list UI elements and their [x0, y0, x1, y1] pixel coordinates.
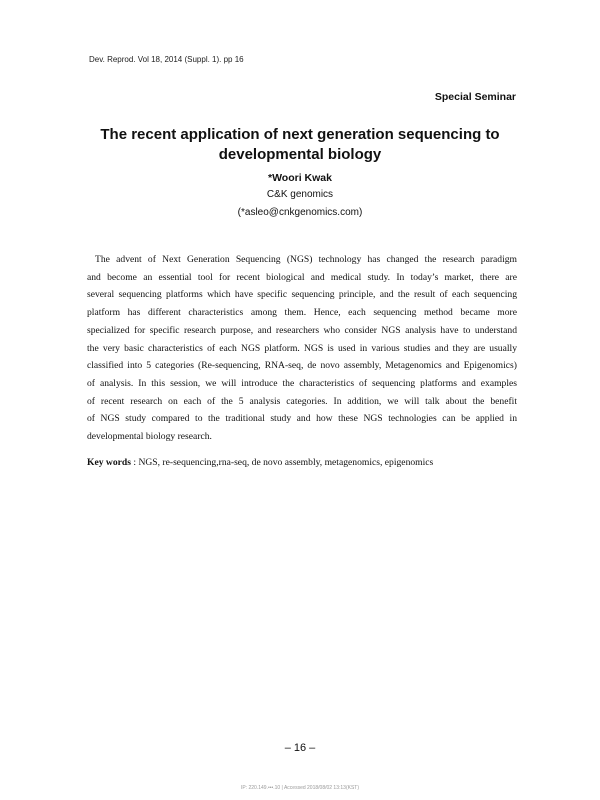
- abstract-line: and become an essential tool for recent biological and medical study. In today’s market, there are: [87, 271, 517, 283]
- section-label: Special Seminar: [434, 91, 516, 103]
- abstract-line: the very basic characteristics of each NGS platform. NGS is used in various studies and they are usually: [87, 342, 517, 354]
- author-affiliation: C&K genomics: [266, 189, 334, 200]
- abstract-line: classified into 5 categories (Re-sequencing, RNA-seq, de novo assembly, Metagenomics and Epigenomics): [87, 360, 517, 372]
- keywords-text: NGS, re-sequencing,rna-seq, de novo assembly, metagenomics, epigenomics: [138, 457, 434, 468]
- author-email: (*asleo@cnkgenomics.com): [237, 207, 363, 218]
- paper-title-line-1: The recent application of next generation sequencing to: [100, 126, 500, 143]
- abstract-line: platform has different characteristics among them. Hence, each sequencing method became more: [87, 307, 517, 319]
- paper-title: [60, 125, 540, 165]
- keywords-line: [87, 457, 433, 468]
- abstract-line: of analysis. In this session, we will introduce the characteristics of sequencing platforms and examples: [87, 377, 517, 389]
- running-head: Dev. Reprod. Vol 18, 2014 (Suppl. 1). pp 16: [89, 55, 244, 64]
- access-note: IP: 220.149.•••.10 | Accessed 2018/08/02 13:13(KST): [240, 785, 359, 791]
- keywords-label: Key words: [87, 457, 131, 468]
- abstract-line: of recent research on each of the 5 analysis categories. In addition, we will talk about the benefit: [87, 395, 517, 407]
- author-name: *Woori Kwak: [268, 172, 332, 184]
- paper-title-line-2: developmental biology: [218, 146, 382, 163]
- abstract-line: The advent of Next Generation Sequencing (NGS) technology has changed the research paradigm: [95, 254, 517, 265]
- page-number: – 16 –: [284, 742, 316, 754]
- keywords-separator: :: [130, 457, 139, 468]
- abstract-line: several sequencing platforms which have specific sequencing principle, and the result of each sequencing: [87, 289, 517, 301]
- abstract-line: specialized for specific research purpose, and researchers who consider NGS analysis have to understand: [87, 324, 517, 336]
- abstract-body: [87, 251, 517, 446]
- abstract-line: developmental biology research.: [87, 431, 212, 443]
- abstract-line: of NGS study compared to the traditional study and how these NGS technologies can be applied in: [87, 413, 517, 425]
